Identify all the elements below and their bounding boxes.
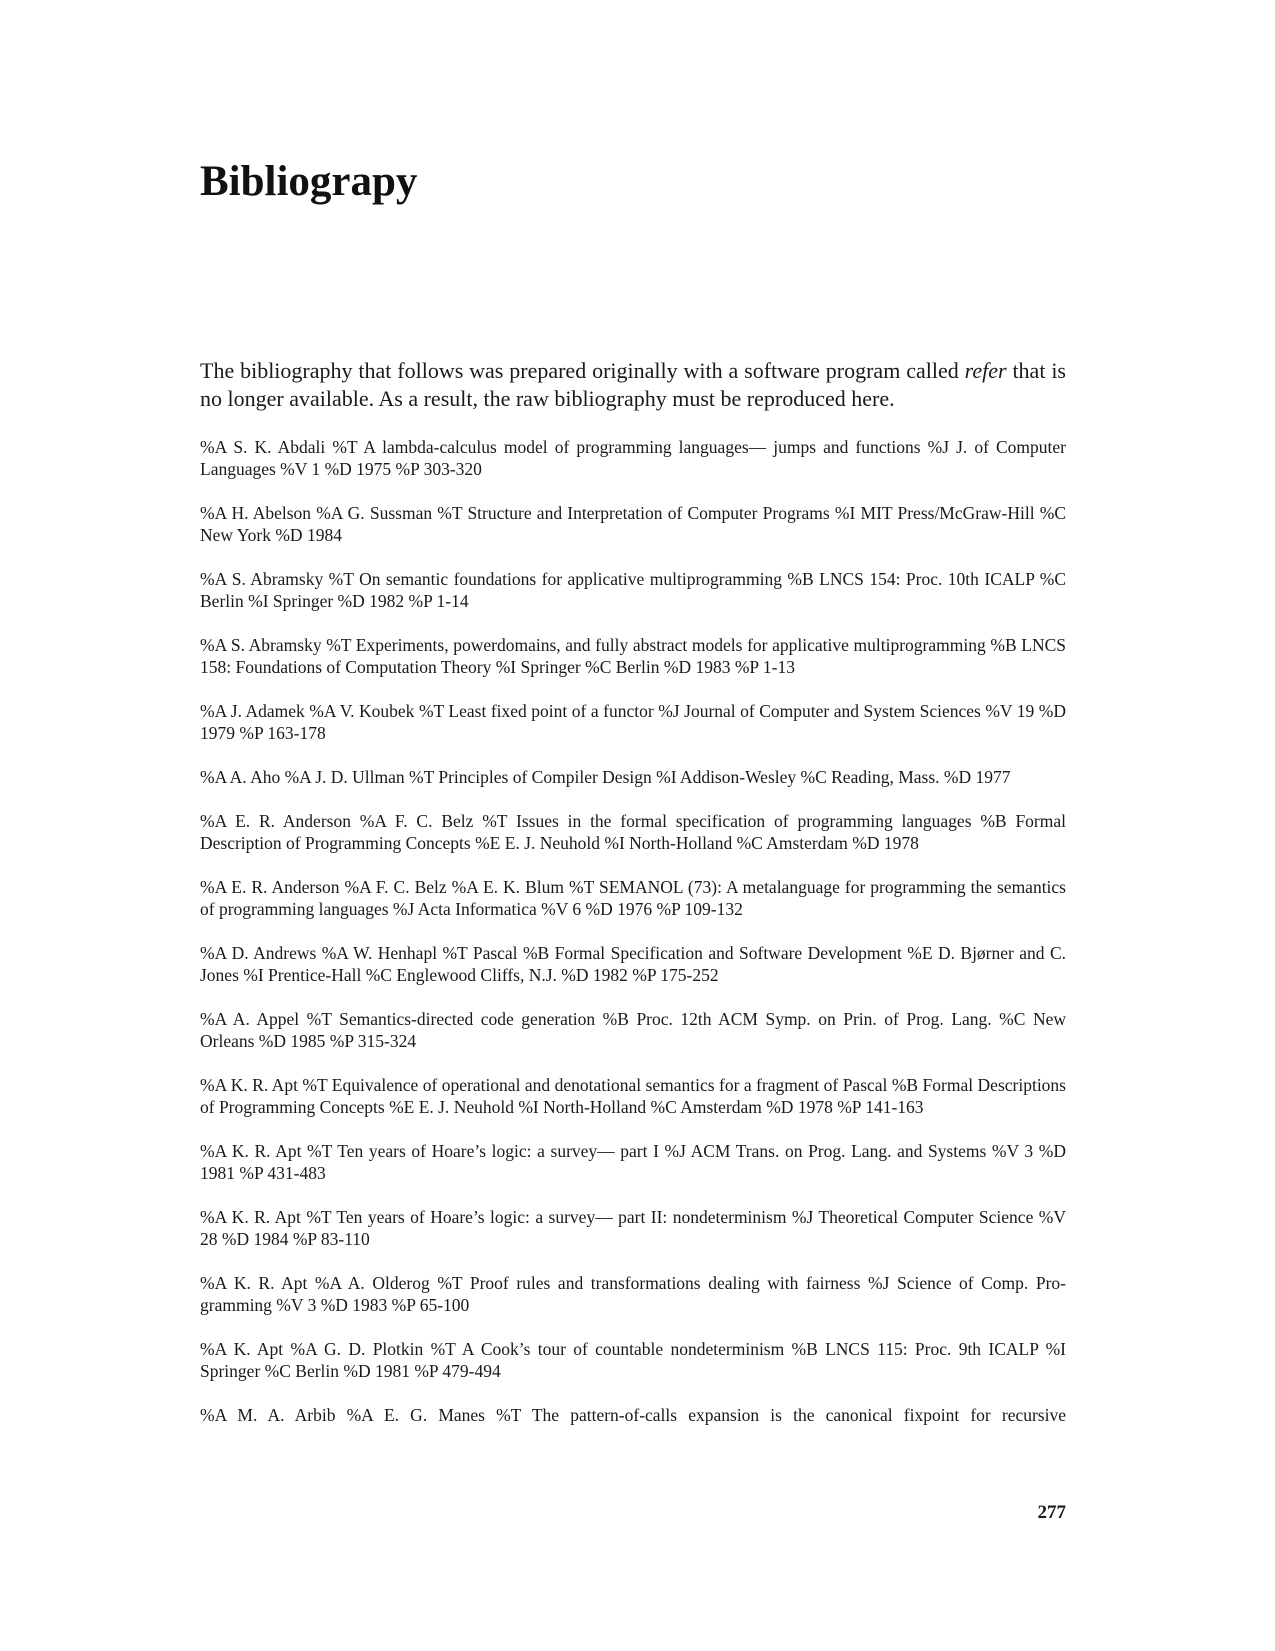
bibliography-entry: %A K. R. Apt %T Ten years of Hoare’s logic: a survey— part II: nondeterminism %J Theoretical Computer Science %V 28 %D 1984 %P 83-110 [200, 1207, 1066, 1249]
bibliography-entry: %A K. Apt %A G. D. Plotkin %T A Cook’s tour of countable nondeterminism %B LNCS 115: Proc. 9th ICALP %I Springer %C Berlin %D 1981 %P 479-494 [200, 1339, 1066, 1381]
bibliography-entry: %A E. R. Anderson %A F. C. Belz %T Issues in the formal specification of programming languages %B Formal Description of Programming Concepts %E E. J. Neuhold %I North-Holland %C Amsterdam %D 1978 [200, 811, 1066, 853]
bibliography-entry: %A K. R. Apt %T Equivalence of operational and denotational semantics for a fragment of Pascal %B Formal Descriptions of Programming Concepts %E E. J. Neuhold %I North-Holland %C Amsterdam %D 1978 %P 141-163 [200, 1075, 1066, 1117]
bibliography-entry: %A A. Aho %A J. D. Ullman %T Principles of Compiler Design %I Addison-Wesley %C Reading, Mass. %D 1977 [200, 767, 1011, 787]
intro-paragraph [200, 357, 1066, 412]
bibliography-entry: %A D. Andrews %A W. Henhapl %T Pascal %B Formal Specification and Software Development %E D. Bjørner and C. Jones %I Prentice-Hall %C Englewood Cliffs, N.J. %D 1982 %P 175-252 [200, 943, 1066, 985]
intro-emphasis: refer [964, 358, 1007, 383]
bibliography-entry: %A E. R. Anderson %A F. C. Belz %A E. K. Blum %T SEMANOL (73): A metalanguage for programming the semantics of programming languages %J Acta Informatica %V 6 %D 1976 %P 109-132 [200, 877, 1066, 919]
bibliography-entry: %A M. A. Arbib %A E. G. Manes %T The pattern-of-calls expansion is the canonical fixpoint for recursive [200, 1405, 1066, 1425]
intro-text-after: that is no longer available. As a result, the raw bibliography must be reproduced here. [200, 358, 1066, 411]
bibliography-entry: %A J. Adamek %A V. Koubek %T Least fixed point of a functor %J Journal of Computer and System Sciences %V 19 %D 1979 %P 163-178 [200, 701, 1066, 743]
bibliography-entry: %A S. K. Abdali %T A lambda-calculus model of programming languages— jumps and functions %J J. of Computer Languages %V 1 %D 1975 %P 303-320 [200, 437, 1066, 479]
page-number: 277 [1037, 1502, 1066, 1523]
bibliography-entry: %A S. Abramsky %T On semantic foundations for applicative multiprogramming %B LNCS 154: Proc. 10th ICALP %C Berlin %I Springer %D 1982 %P 1-14 [200, 569, 1066, 611]
bibliography-entry: %A K. R. Apt %A A. Olderog %T Proof rules and transformations dealing with fairness %J Science of Comp. Programming %V 3 %D 1983 %P 65-100 [200, 1273, 1066, 1315]
bibliography-entry: %A H. Abelson %A G. Sussman %T Structure and Interpretation of Computer Programs %I MIT Press/McGraw-Hill %C New York %D 1984 [200, 503, 1066, 545]
bibliography-entry: %A S. Abramsky %T Experiments, powerdomains, and fully abstract models for applicative multiprogramming %B LNCS 158: Foundations of Computation Theory %I Springer %C Berlin %D 1983 %P 1-13 [200, 635, 1066, 677]
intro-text-before: The bibliography that follows was prepared originally with a software program called [200, 358, 965, 383]
bibliography-entry: %A A. Appel %T Semantics-directed code generation %B Proc. 12th ACM Symp. on Prin. of Prog. Lang. %C New Orleans %D 1985 %P 315-324 [200, 1009, 1066, 1051]
page-title: Bibliograpy [200, 158, 418, 205]
bibliography-list [200, 436, 1066, 1448]
bibliography-entry: %A K. R. Apt %T Ten years of Hoare’s logic: a survey— part I %J ACM Trans. on Prog. Lang. and Systems %V 3 %D 1981 %P 431-483 [200, 1141, 1066, 1183]
